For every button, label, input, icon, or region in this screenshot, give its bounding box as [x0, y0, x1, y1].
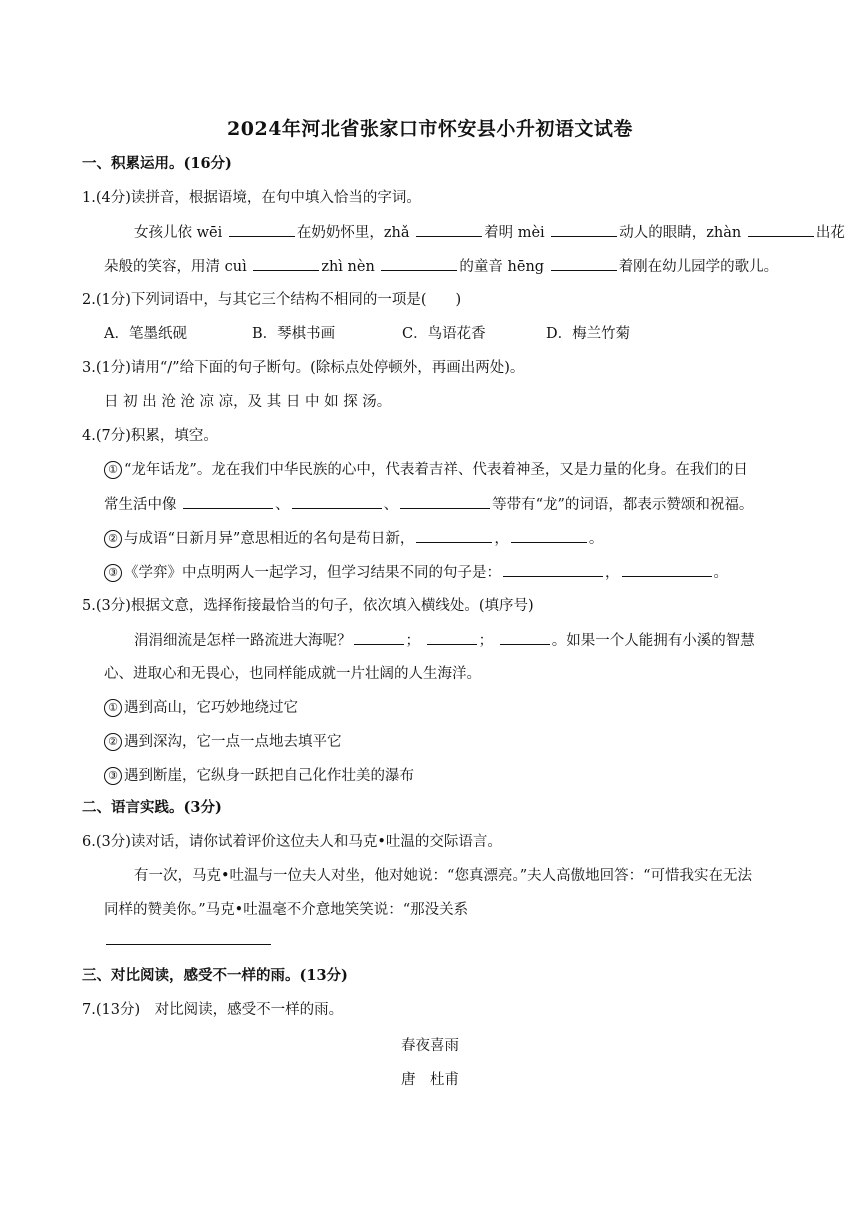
answer-blank[interactable]	[551, 256, 617, 271]
text: 涓涓细流是怎样一路流进大海呢？	[134, 633, 352, 649]
question-6-text-line-2: 同样的赞美你。”马克•吐温毫不介意地笑笑说：“那没关系	[104, 902, 469, 918]
answer-blank[interactable]	[416, 222, 482, 237]
number-badge: ①	[104, 699, 122, 717]
question-1-line-1	[134, 222, 845, 243]
answer-blank[interactable]	[503, 562, 603, 577]
answer-blank[interactable]	[748, 222, 814, 237]
answer-blank[interactable]	[292, 494, 382, 509]
text: 常生活中像	[104, 497, 182, 513]
page-title: 2024年河北省张家口市怀安县小升初语文试卷	[227, 118, 633, 140]
number-badge: ②	[104, 733, 122, 751]
text: 《学弈》中点明两人一起学习，但学习结果不同的句子是：	[124, 565, 501, 581]
text: “龙年话龙”。龙在我们中华民族的心中，代表着吉祥、代表着神圣，又是力量的化身。在我们的日	[124, 462, 748, 478]
answer-blank[interactable]	[500, 630, 550, 645]
text: 朵般的笑容，用清 cuì	[104, 259, 252, 275]
answer-blank[interactable]	[106, 930, 271, 945]
question-3-text: 日 初 出 沧 沧 凉 凉，及 其 日 中 如 探 汤。	[104, 394, 392, 410]
text: 。如果一个人能拥有小溪的智慧	[551, 633, 755, 649]
text: ，	[605, 565, 620, 581]
question-5-option-1	[104, 698, 298, 718]
number-badge: ③	[104, 564, 122, 582]
question-4-item-1-line-2	[104, 494, 753, 515]
text: 遇到断崖，它纵身一跃把自己化作壮美的瀑布	[124, 768, 414, 784]
answer-blank[interactable]	[427, 630, 477, 645]
answer-blank[interactable]	[416, 528, 492, 543]
option-b[interactable]: B．琴棋书画	[252, 326, 336, 342]
answer-blank[interactable]	[622, 562, 712, 577]
question-4-item-2	[104, 528, 603, 549]
answer-blank[interactable]	[253, 256, 319, 271]
text: ；	[405, 633, 420, 649]
option-d[interactable]: D．梅兰竹菊	[546, 326, 631, 342]
question-6-stem: 6.(3分)读对话，请你试着评价这位夫人和马克•吐温的交际语言。	[82, 834, 502, 850]
question-5-option-2	[104, 732, 342, 752]
question-2-stem: 2.(1分)下列词语中，与其它三个结构不相同的一项是( )	[82, 292, 462, 308]
question-5-text-line-2: 心、进取心和无畏心，也同样能成就一片壮阔的人生海洋。	[104, 666, 481, 682]
question-4-stem: 4.(7分)积累，填空。	[82, 428, 218, 444]
answer-blank[interactable]	[229, 222, 295, 237]
text: 的童音 hēng	[459, 259, 549, 275]
text: 。	[588, 531, 604, 547]
question-7-stem: 7.(13分) 对比阅读，感受不一样的雨。	[82, 1002, 344, 1018]
text: 女孩儿依 wēi	[134, 225, 227, 241]
question-2-options	[104, 324, 630, 344]
question-6-answer-line	[104, 930, 273, 951]
answer-blank[interactable]	[400, 494, 490, 509]
section-heading-2: 二、语言实践。(3分)	[82, 799, 222, 816]
question-5-option-3	[104, 766, 414, 786]
section-heading-3: 三、对比阅读，感受不一样的雨。(13分)	[82, 967, 348, 984]
text: 出花	[815, 225, 845, 241]
text: 在奶奶怀里，zhǎ	[296, 225, 415, 241]
text: 与成语“日新月异”意思相近的名句是苟日新，	[124, 531, 415, 547]
question-6-text-line-1: 有一次，马克•吐温与一位夫人对坐，他对她说：“您真漂亮。”夫人高傲地回答：“可惜我实在无法	[134, 868, 753, 884]
text: 等带有“龙”的词语，都表示赞颂和祝福。	[492, 497, 754, 513]
text: 着明 mèi	[484, 225, 550, 241]
number-badge: ②	[104, 530, 122, 548]
answer-blank[interactable]	[381, 256, 457, 271]
answer-blank[interactable]	[183, 494, 273, 509]
section-heading-1: 一、积累运用。(16分)	[82, 155, 232, 172]
question-5-text-line-1	[134, 630, 755, 651]
option-c[interactable]: C．鸟语花香	[402, 326, 486, 342]
text: ，	[494, 531, 509, 547]
text: 、	[275, 497, 290, 513]
question-3-stem: 3.(1分)请用“/”给下面的句子断句。(除标点处停顿外，再画出两处)。	[82, 360, 525, 376]
text: 遇到深沟，它一点一点地去填平它	[124, 734, 342, 750]
number-badge: ①	[104, 461, 122, 479]
text: 动人的眼睛，zhàn	[619, 225, 746, 241]
question-4-item-1-line-1	[104, 460, 748, 480]
question-1-stem: 1.(4分)读拼音，根据语境，在句中填入恰当的字词。	[82, 190, 421, 206]
answer-blank[interactable]	[551, 222, 617, 237]
number-badge: ③	[104, 767, 122, 785]
answer-blank[interactable]	[511, 528, 587, 543]
question-4-item-3	[104, 562, 728, 583]
text: 。	[713, 565, 728, 581]
poem-title: 春夜喜雨	[401, 1038, 459, 1054]
question-1-line-2	[104, 256, 778, 277]
option-a[interactable]: A．笔墨纸砚	[104, 326, 187, 342]
poem-author: 唐 杜甫	[401, 1072, 459, 1088]
text: 遇到高山，它巧妙地绕过它	[124, 700, 298, 716]
text: 着刚在幼儿园学的歌儿。	[618, 259, 779, 275]
text: ；	[478, 633, 494, 649]
answer-blank[interactable]	[354, 630, 404, 645]
text: zhì nèn	[321, 259, 380, 275]
text: 、	[383, 497, 399, 513]
question-5-stem: 5.(3分)根据文意，选择衔接最恰当的句子，依次填入横线处。(填序号)	[82, 598, 534, 614]
